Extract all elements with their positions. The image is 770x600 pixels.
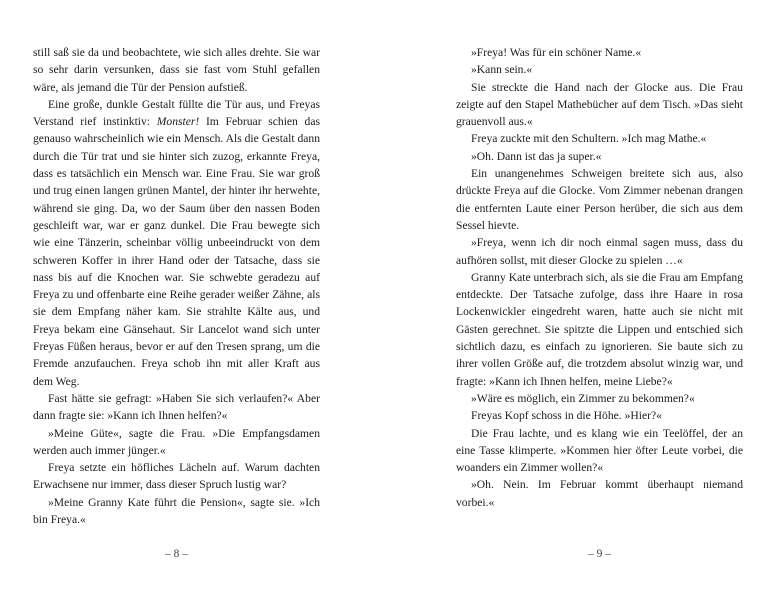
page-number-left: – 8 – (165, 548, 188, 560)
paragraph: »Meine Güte«, sagte die Frau. »Die Empfangsdamen werden auch immer jünger.« (33, 426, 320, 457)
paragraph: »Wäre es möglich, ein Zimmer zu bekommen?« (471, 391, 695, 405)
emphasis-text: Monster! (156, 115, 200, 129)
left-page (33, 44, 320, 528)
paragraph: Granny Kate unterbrach sich, als sie die Frau am Empfang entdeckte. Der Tatsache zufolge, dass ihre Haare in rosa Lockenwickler eingedreht waren, hatte auch sie nicht mit Gästen gerechnet. Sie spitzte die Lippen und entschied sich sichtlich dazu, es einfach zu ignorieren. Sie baute sich zu ihrer vollen Größe auf, die trotzdem absolut winzig war, und fragte: »Kann ich Ihnen helfen, meine Liebe?« (456, 270, 743, 388)
paragraph (33, 96, 320, 390)
paragraph: »Oh. Dann ist das ja super.« (471, 149, 602, 163)
paragraph: Sie streckte die Hand nach der Glocke aus. Die Frau zeigte auf den Stapel Mathebücher auf dem Tisch. »Das sieht grauenvoll aus.« (456, 80, 743, 129)
paragraph-text: Im Februar schien das genauso wahrscheinlich wie ein Mensch. Als die Gestalt dann durch die Tür trat und sie hinter sich zuzog, erkannte Freya, dass es tatsächlich ein Mensch war. Eine Frau. Sie war groß und trug einen langen grünen Mantel, der hinter ihr herwehte, während sie ging. Da, wo der Saum über den nassen Boden geschleift war, war er ganz dunkel. Die Frau bewegte sich wie eine Tänzerin, scheinbar völlig unbeeindruckt von dem schweren Koffer in ihrer Hand oder der Tatsache, dass sie nass bis auf die Knochen war. Sie schwebte geradezu auf Freya zu und offenbarte eine Reihe gerader weißer Zähne, als sie dem Empfang näher kam. Sie strahlte Kälte aus, und Freya bekam eine Gänsehaut. Sir Lancelot wand sich unter Freyas Füßen heraus, bevor er auf den Tresen sprang, um die Fremde anzufauchen. Freya schob ihn mit aller Kraft aus dem Weg. (33, 115, 320, 388)
paragraph: Freya zuckte mit den Schultern. »Ich mag Mathe.« (471, 132, 707, 146)
right-page (456, 44, 743, 511)
paragraph: Die Frau lachte, und es klang wie ein Teelöffel, der an eine Tasse klimperte. »Kommen hier öfter Leute vorbei, die woanders ein Zimmer wollen?« (456, 426, 743, 475)
paragraph: »Oh. Nein. Im Februar kommt überhaupt niemand vorbei.« (456, 478, 743, 509)
paragraph: »Freya, wenn ich dir noch einmal sagen muss, dass du aufhören sollst, mit dieser Glocke zu spielen …« (456, 236, 743, 267)
paragraph: Freya setzte ein höfliches Lächeln auf. Warum dachten Erwachsene nur immer, dass dieser Spruch lustig war? (33, 461, 320, 492)
paragraph-text: Eine große, dunkle Gestalt füllte die Tür aus, und Freyas Verstand rief instinktiv: (33, 97, 320, 129)
paragraph: »Meine Granny Kate führt die Pension«, sagte sie. »Ich bin Freya.« (33, 495, 320, 527)
paragraph: Fast hätte sie gefragt: »Haben Sie sich verlaufen?« Aber dann fragte sie: »Kann ich Ihnen helfen?« (33, 391, 320, 423)
page-number-right: – 9 – (588, 548, 611, 560)
paragraph: Ein unangenehmes Schweigen breitete sich aus, also drückte Freya auf die Glocke. Vom Zimmer nebenan drangen die entfernten Laute einer Person herüber, die sich aus dem Sessel hievte. (456, 167, 743, 232)
paragraph: »Freya! Was für ein schöner Name.« (471, 46, 642, 59)
paragraph: Freyas Kopf schoss in die Höhe. »Hier?« (471, 409, 662, 423)
paragraph: »Kann sein.« (471, 63, 533, 77)
paragraph: still saß sie da und beobachtete, wie sich alles drehte. Sie war so sehr darin versunken, dass sie fast vom Stuhl gefallen wäre, als jemand die Tür der Pension aufstieß. (33, 46, 320, 94)
